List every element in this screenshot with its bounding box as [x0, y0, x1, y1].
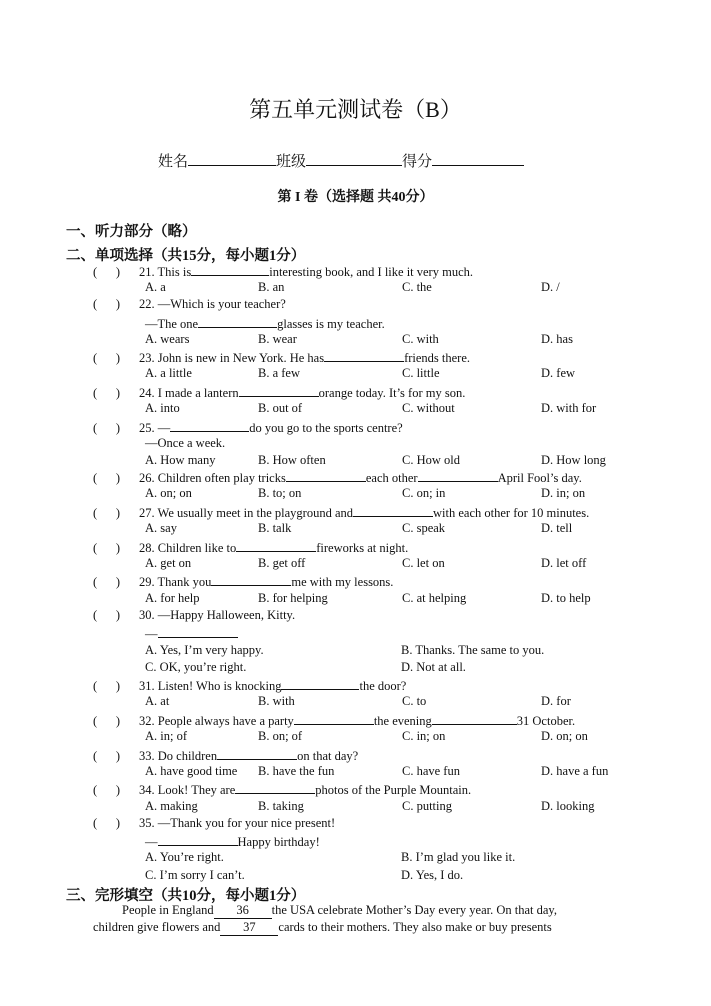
answer-paren[interactable]: ( ): [93, 608, 121, 622]
question-22: ( ) 22. —Which is your teacher?: [93, 297, 286, 311]
option-a[interactable]: A. making: [145, 799, 198, 813]
blank: [198, 315, 277, 328]
option-a[interactable]: A. Yes, I’m very happy.: [145, 643, 264, 657]
option-c[interactable]: C. without: [402, 401, 455, 415]
blank: [294, 712, 374, 725]
option-d[interactable]: D. with for: [541, 401, 597, 415]
option-c[interactable]: C. the: [402, 280, 432, 294]
blank: [286, 469, 366, 482]
option-d[interactable]: D. has: [541, 332, 573, 346]
option-b[interactable]: B. How often: [258, 453, 326, 467]
question-35-line2: — Happy birthday!: [145, 835, 320, 849]
question-30: ( ) 30. —Happy Halloween, Kitty.: [93, 608, 296, 622]
option-b[interactable]: B. get off: [258, 556, 306, 570]
option-b[interactable]: B. talk: [258, 521, 292, 535]
cloze-blank-37[interactable]: 37: [220, 920, 278, 936]
option-c[interactable]: C. with: [402, 332, 439, 346]
section-listening: 一、听力部分（略）: [66, 224, 197, 240]
question-25: ( ) 25. — do you go to the sports centre?: [93, 421, 403, 435]
option-c[interactable]: C. have fun: [402, 764, 460, 778]
section-single-choice: 二、单项选择（共15分，每小题1分）: [66, 248, 306, 264]
option-d[interactable]: D. in; on: [541, 486, 586, 500]
option-c[interactable]: C. I’m sorry I can’t.: [145, 868, 245, 882]
cloze-passage-line2: children give flowers and 37 cards to their mothers. They also make or buy presents: [93, 920, 552, 934]
option-d[interactable]: D. let off: [541, 556, 587, 570]
option-b[interactable]: B. an: [258, 280, 285, 294]
option-b[interactable]: B. taking: [258, 799, 304, 813]
option-c[interactable]: C. let on: [402, 556, 445, 570]
option-d[interactable]: D. /: [541, 280, 560, 294]
option-c[interactable]: C. speak: [402, 521, 446, 535]
blank: [211, 573, 291, 586]
answer-paren[interactable]: ( ): [93, 749, 121, 763]
option-d[interactable]: D. to help: [541, 591, 591, 605]
blank: [158, 625, 238, 638]
score-blank[interactable]: [432, 151, 524, 166]
answer-paren[interactable]: ( ): [93, 816, 121, 830]
answer-paren[interactable]: ( ): [93, 541, 121, 555]
question-24: ( ) 24. I made a lantern orange today. It’s for my son.: [93, 386, 466, 400]
answer-paren[interactable]: ( ): [93, 265, 121, 279]
answer-paren[interactable]: ( ): [93, 351, 121, 365]
option-d[interactable]: D. on; on: [541, 729, 588, 743]
blank: [236, 539, 316, 552]
option-c[interactable]: C. How old: [402, 453, 460, 467]
option-a[interactable]: A. say: [145, 521, 177, 535]
answer-paren[interactable]: ( ): [93, 471, 121, 485]
question-35: ( ) 35. —Thank you for your nice present!: [93, 816, 336, 830]
question-26: ( ) 26. Children often play tricks each other April Fool’s day.: [93, 471, 582, 485]
answer-paren[interactable]: ( ): [93, 386, 121, 400]
blank: [418, 469, 498, 482]
option-d[interactable]: D. have a fun: [541, 764, 609, 778]
answer-paren[interactable]: ( ): [93, 783, 121, 797]
option-a[interactable]: A. have good time: [145, 764, 238, 778]
option-c[interactable]: C. at helping: [402, 591, 467, 605]
blank: [191, 263, 269, 276]
option-a[interactable]: A. get on: [145, 556, 192, 570]
question-22-line2: —The one glasses is my teacher.: [145, 317, 385, 331]
option-c[interactable]: C. little: [402, 366, 440, 380]
option-a[interactable]: A. in; of: [145, 729, 188, 743]
cloze-passage-line1: People in England 36 the USA celebrate Mother’s Day every year. On that day,: [122, 903, 557, 917]
option-d[interactable]: D. Not at all.: [401, 660, 466, 674]
question-34: ( ) 34. Look! They are photos of the Purple Mountain.: [93, 783, 472, 797]
option-a[interactable]: A. for help: [145, 591, 200, 605]
blank: [217, 747, 297, 760]
name-blank[interactable]: [188, 151, 276, 166]
blank: [239, 384, 319, 397]
name-label: 姓名: [158, 154, 189, 170]
option-b[interactable]: B. for helping: [258, 591, 328, 605]
option-d[interactable]: D. Yes, I do.: [401, 868, 464, 882]
option-d[interactable]: D. few: [541, 366, 576, 380]
option-c[interactable]: C. putting: [402, 799, 453, 813]
option-d[interactable]: D. tell: [541, 521, 573, 535]
question-23: ( ) 23. John is new in New York. He has friends there.: [93, 351, 471, 365]
option-d[interactable]: D. looking: [541, 799, 595, 813]
option-a[interactable]: A. How many: [145, 453, 216, 467]
option-b[interactable]: B. with: [258, 694, 295, 708]
cloze-blank-36[interactable]: 36: [214, 903, 272, 919]
section-cloze: 三、完形填空（共10分，每小题1分）: [66, 888, 306, 904]
question-33: ( ) 33. Do children on that day?: [93, 749, 359, 763]
option-c[interactable]: C. in; on: [402, 729, 446, 743]
blank: [170, 419, 249, 432]
blank: [281, 677, 359, 690]
option-b[interactable]: B. Thanks. The same to you.: [401, 643, 545, 657]
option-a[interactable]: A. You’re right.: [145, 850, 224, 864]
option-b[interactable]: B. have the fun: [258, 764, 335, 778]
option-b[interactable]: B. wear: [258, 332, 297, 346]
question-30-line2: —: [145, 625, 238, 642]
part-title: 第 I 卷（选择题 共40分）: [277, 190, 434, 205]
answer-paren[interactable]: ( ): [93, 679, 121, 693]
blank: [235, 781, 315, 794]
class-blank[interactable]: [306, 151, 402, 166]
blank: [432, 712, 517, 725]
option-c[interactable]: C. to: [402, 694, 427, 708]
option-a[interactable]: A. a: [145, 280, 166, 294]
student-info: [158, 150, 524, 171]
class-label: 班级: [276, 154, 307, 170]
option-b[interactable]: B. to; on: [258, 486, 302, 500]
question-31: ( ) 31. Listen! Who is knocking the door?: [93, 679, 407, 693]
option-a[interactable]: A. on; on: [145, 486, 192, 500]
option-b[interactable]: B. a few: [258, 366, 300, 380]
option-b[interactable]: B. out of: [258, 401, 303, 415]
option-b[interactable]: B. I’m glad you like it.: [401, 850, 516, 864]
question-29: ( ) 29. Thank you me with my lessons.: [93, 575, 394, 589]
option-b[interactable]: B. on; of: [258, 729, 303, 743]
question-28: ( ) 28. Children like to fireworks at night.: [93, 541, 409, 555]
answer-paren[interactable]: ( ): [93, 714, 121, 728]
score-label: 得分: [402, 154, 433, 170]
answer-paren[interactable]: ( ): [93, 297, 121, 311]
option-d[interactable]: D. for: [541, 694, 571, 708]
question-25-line2: —Once a week.: [145, 436, 226, 450]
question-27: ( ) 27. We usually meet in the playground and with each other for 10 minutes.: [93, 506, 590, 520]
option-d[interactable]: D. How long: [541, 453, 606, 467]
option-a[interactable]: A. a little: [145, 366, 192, 380]
option-a[interactable]: A. at: [145, 694, 170, 708]
option-c[interactable]: C. on; in: [402, 486, 446, 500]
answer-paren[interactable]: ( ): [93, 506, 121, 520]
blank: [324, 349, 404, 362]
option-a[interactable]: A. into: [145, 401, 180, 415]
option-a[interactable]: A. wears: [145, 332, 190, 346]
question-21: ( ) 21. This is interesting book, and I like it very much.: [93, 265, 473, 279]
answer-paren[interactable]: ( ): [93, 575, 121, 589]
blank: [353, 504, 433, 517]
answer-paren[interactable]: ( ): [93, 421, 121, 435]
question-32: ( ) 32. People always have a party the evening 31 October.: [93, 714, 576, 728]
option-c[interactable]: C. OK, you’re right.: [145, 660, 247, 674]
blank: [158, 833, 238, 846]
page-title: 第五单元测试卷（B）: [249, 97, 462, 122]
